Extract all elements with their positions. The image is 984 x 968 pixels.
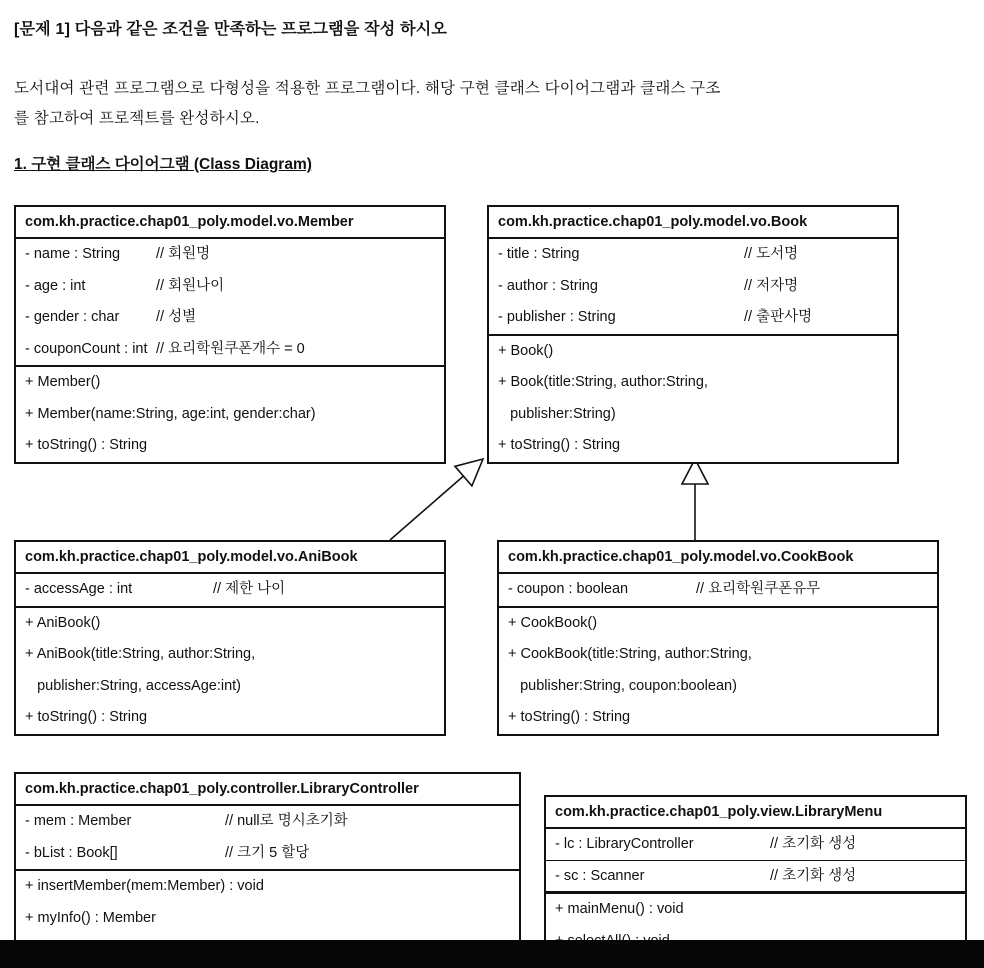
fields-compartment (16, 239, 444, 365)
field-decl: - name : String (25, 246, 121, 262)
field-comment: // 저자명 (744, 277, 799, 294)
class-box-member (14, 205, 446, 464)
field-decl: - lc : LibraryController (555, 836, 694, 852)
field-comment: // 크기 5 할당 (225, 844, 310, 861)
method-row: + CookBook(title:String, author:String, (508, 646, 752, 662)
field-comment: // 제한 나이 (213, 581, 286, 597)
field-row (16, 239, 444, 271)
field-comment: // null로 명시초기화 (225, 813, 348, 829)
class-title: com.kh.practice.chap01_poly.model.vo.AniBook (16, 542, 444, 574)
field-comment: // 초기화 생성 (770, 867, 857, 884)
generalization-arrow-anibook-to-book (390, 459, 483, 540)
fields-compartment (16, 574, 444, 606)
field-comment: // 회원나이 (156, 277, 225, 294)
field-decl: - age : int (25, 277, 86, 294)
section-heading: 1. 구현 클래스 다이어그램 (Class Diagram) (14, 156, 312, 173)
field-row (16, 302, 444, 334)
field-row (499, 574, 937, 606)
methods-compartment (489, 334, 897, 462)
field-row (16, 271, 444, 303)
fields-compartment (16, 806, 519, 869)
field-decl: - bList : Book[] (25, 844, 118, 861)
method-row: + toString() : String (25, 437, 148, 453)
method-row: + toString() : String (498, 437, 621, 453)
field-decl: - mem : Member (25, 813, 132, 829)
field-decl: - author : String (498, 277, 598, 294)
field-row (489, 271, 897, 303)
fields-compartment (489, 239, 897, 334)
field-decl: - publisher : String (498, 309, 616, 325)
field-row (489, 239, 897, 271)
problem-title: [문제 1] 다음과 같은 조건을 만족하는 프로그램을 작성 하시오 (14, 21, 448, 38)
fields-compartment (499, 574, 937, 606)
field-comment: // 초기화 생성 (770, 836, 857, 852)
class-title: com.kh.practice.chap01_poly.model.vo.Book (489, 207, 897, 239)
field-row (546, 829, 965, 861)
method-row: + Member() (25, 374, 101, 390)
method-row: + myInfo() : Member (25, 909, 156, 926)
method-row: + AniBook() (25, 614, 101, 631)
class-title: com.kh.practice.chap01_poly.model.vo.CookBook (499, 542, 937, 574)
method-row: + Member(name:String, age:int, gender:char) (25, 405, 316, 422)
field-row (16, 838, 519, 870)
method-row: + Book() (498, 342, 554, 359)
field-row (546, 861, 965, 893)
field-row (16, 806, 519, 838)
field-comment: // 요리학원쿠폰개수 = 0 (156, 340, 305, 357)
field-decl: - coupon : boolean (508, 581, 629, 597)
methods-compartment (16, 606, 444, 734)
class-box-librarycontroller (14, 772, 521, 968)
field-decl: - gender : char (25, 309, 120, 325)
methods-compartment (499, 606, 937, 734)
method-row: + mainMenu() : void (555, 901, 684, 917)
class-box-cookbook (497, 540, 939, 736)
class-box-book (487, 205, 899, 464)
description-line-2: 를 참고하여 프로젝트를 완성하시오. (14, 110, 260, 127)
class-title: com.kh.practice.chap01_poly.view.LibraryMenu (546, 797, 965, 829)
method-row: + CookBook() (508, 614, 598, 631)
field-decl: - accessAge : int (25, 581, 133, 597)
field-decl: - couponCount : int (25, 340, 148, 357)
method-row: + toString() : String (25, 709, 148, 725)
bottom-letterbox-bar (0, 940, 984, 968)
field-decl: - sc : Scanner (555, 867, 645, 884)
class-title: com.kh.practice.chap01_poly.controller.LibraryController (16, 774, 519, 806)
methods-compartment (16, 365, 444, 462)
field-comment: // 회원명 (156, 246, 211, 262)
method-row: publisher:String) (498, 405, 616, 422)
problem-description (14, 74, 721, 134)
method-row: publisher:String, accessAge:int) (25, 677, 241, 694)
field-row (16, 334, 444, 366)
method-row: publisher:String, coupon:boolean) (508, 677, 737, 694)
class-title: com.kh.practice.chap01_poly.model.vo.Member (16, 207, 444, 239)
description-line-1: 도서대여 관련 프로그램으로 다형성을 적용한 프로그램이다. 해당 구현 클래스 다이어그램과 클래스 구조 (14, 80, 721, 97)
method-row: + insertMember(mem:Member) : void (25, 878, 264, 894)
generalization-arrow-cookbook-to-book (682, 459, 708, 540)
field-comment: // 출판사명 (744, 309, 813, 325)
method-row: + toString() : String (508, 709, 631, 725)
class-box-anibook (14, 540, 446, 736)
field-row (16, 574, 444, 606)
field-row (489, 302, 897, 334)
class-box-librarymenu (544, 795, 967, 959)
field-decl: - title : String (498, 246, 580, 262)
fields-compartment (546, 829, 965, 892)
field-comment: // 성별 (156, 309, 197, 325)
method-row: + AniBook(title:String, author:String, (25, 646, 256, 662)
field-comment: // 도서명 (744, 246, 799, 262)
field-comment: // 요리학원쿠폰유무 (696, 581, 821, 597)
method-row: + Book(title:String, author:String, (498, 374, 708, 390)
